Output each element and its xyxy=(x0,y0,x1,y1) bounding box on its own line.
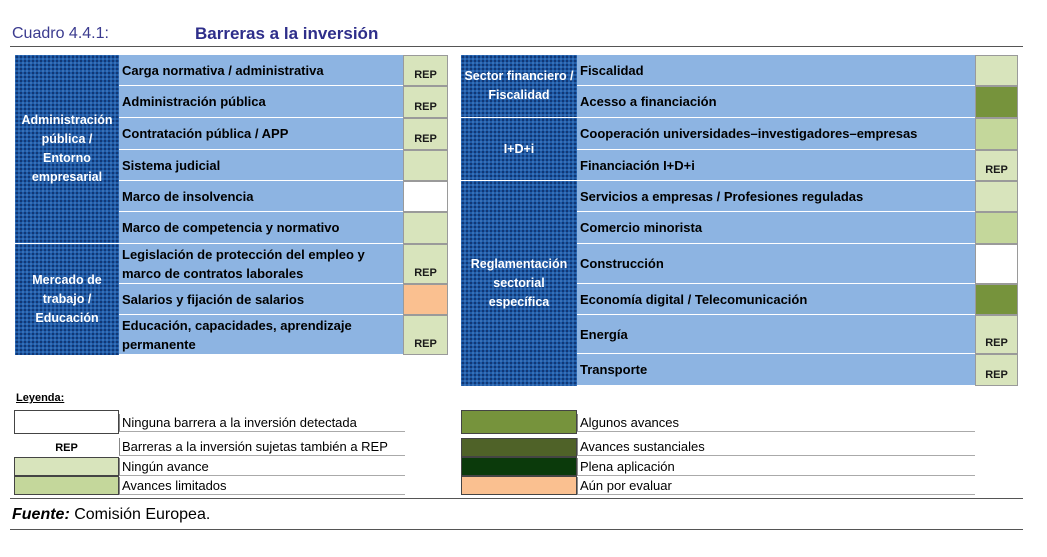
group-reglamentacion: Reglamentación sectorial específica xyxy=(461,181,577,386)
left-status-cell xyxy=(403,212,448,244)
right-row-label: Acesso a financiación xyxy=(577,86,975,118)
right-status-cell xyxy=(975,86,1018,118)
left-row-label: Salarios y fijación de salarios xyxy=(119,284,403,315)
left-status-cell: REP xyxy=(403,86,448,118)
group-sector-financiero: Sector financiero / Fiscalidad xyxy=(461,55,577,117)
legend-swatch-avances-limitados xyxy=(14,476,119,495)
right-status-cell xyxy=(975,284,1018,315)
right-status-cell: REP xyxy=(975,315,1018,354)
right-row-label: Transporte xyxy=(577,354,975,386)
legend-label: Ningún avance xyxy=(119,458,405,476)
source-note xyxy=(12,506,210,524)
left-row-label: Educación, capacidades, aprendizaje permanente xyxy=(119,315,403,355)
left-status-cell xyxy=(403,181,448,212)
left-status-cell: REP xyxy=(403,118,448,150)
legend-swatch-algunos-avances xyxy=(461,410,577,434)
right-row-label: Servicios a empresas / Profesiones reguladas xyxy=(577,181,975,212)
left-status-cell: REP xyxy=(403,315,448,355)
left-status-cell: REP xyxy=(403,55,448,86)
legend-swatch-plena-aplicacion xyxy=(461,457,577,476)
legend-label: Algunos avances xyxy=(577,414,975,432)
left-row-label: Legislación de protección del empleo y marco de contratos laborales xyxy=(119,244,403,284)
legend-swatch-avances-sustanciales xyxy=(461,438,577,457)
legend-label: Avances limitados xyxy=(119,477,405,495)
legend-label: Plena aplicación xyxy=(577,458,975,476)
legend-title: Leyenda: xyxy=(16,392,65,404)
right-row-label: Construcción xyxy=(577,244,975,284)
source-text: Comisión Europea. xyxy=(69,506,211,523)
legend-label: Avances sustanciales xyxy=(577,438,975,456)
table-title: Barreras a la inversión xyxy=(195,24,379,43)
right-status-cell xyxy=(975,212,1018,244)
left-status-cell xyxy=(403,284,448,315)
right-status-cell xyxy=(975,181,1018,212)
left-status-cell xyxy=(403,150,448,181)
legend-label: Ninguna barrera a la inversión detectada xyxy=(119,414,405,432)
right-row-label: Cooperación universidades–investigadores–empresas xyxy=(577,118,975,150)
left-row-label: Sistema judicial xyxy=(119,150,403,181)
footer-rule-bottom xyxy=(10,529,1023,530)
right-row-label: Financiación I+D+i xyxy=(577,150,975,181)
legend-swatch-ningun-avance xyxy=(14,457,119,476)
right-row-label: Energía xyxy=(577,315,975,354)
left-row-label: Contratación pública / APP xyxy=(119,118,403,150)
group-administracion-publica: Administración pública / Entorno empresarial xyxy=(15,55,119,243)
legend-swatch-aun-por-evaluar xyxy=(461,476,577,495)
right-row-label: Economía digital / Telecomunicación xyxy=(577,284,975,315)
source-label: Fuente: xyxy=(12,506,70,523)
left-row-label: Administración pública xyxy=(119,86,403,118)
right-status-cell xyxy=(975,244,1018,284)
legend-label: Aún por evaluar xyxy=(577,477,975,495)
right-status-cell xyxy=(975,118,1018,150)
right-status-cell: REP xyxy=(975,354,1018,386)
left-row-label: Marco de competencia y normativo xyxy=(119,212,403,244)
footer-rule-top xyxy=(10,498,1023,499)
table-number: Cuadro 4.4.1: xyxy=(12,25,109,42)
right-status-cell xyxy=(975,55,1018,86)
right-row-label: Comercio minorista xyxy=(577,212,975,244)
group-idi: I+D+i xyxy=(461,118,577,180)
right-status-cell: REP xyxy=(975,150,1018,181)
right-row-label: Fiscalidad xyxy=(577,55,975,86)
group-mercado-trabajo: Mercado de trabajo / Educación xyxy=(15,244,119,355)
legend-label: Barreras a la inversión sujetas también a REP xyxy=(119,438,405,456)
left-status-cell: REP xyxy=(403,244,448,284)
table-title-bar xyxy=(10,22,1023,47)
legend-swatch-ninguna-barrera xyxy=(14,410,119,434)
left-row-label: Marco de insolvencia xyxy=(119,181,403,212)
left-row-label: Carga normativa / administrativa xyxy=(119,55,403,86)
legend-swatch-rep: REP xyxy=(14,438,119,457)
